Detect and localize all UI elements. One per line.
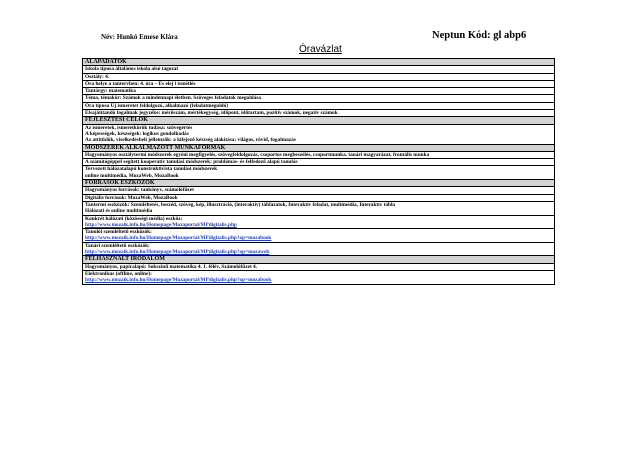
table-cell [83, 151, 555, 158]
table-row [83, 201, 555, 215]
cell-text: Iskola típusa általános iskola alsó tagozat [85, 66, 179, 73]
table-row [83, 88, 555, 95]
section-header-cell [83, 180, 555, 187]
table-row [83, 80, 555, 87]
table-row [83, 159, 555, 166]
neptun-code: Neptun Kód: gl abp6 [432, 30, 527, 41]
page-title: Óravázlat [299, 44, 342, 55]
table-row [83, 95, 555, 102]
table-cell [83, 263, 555, 270]
cell-text: A képességek, készségek: logikus gondolkodás [85, 130, 189, 137]
table-cell [83, 194, 555, 201]
cell-text: Elektronikus (offline, online): [85, 270, 152, 277]
section-header-cell [83, 144, 555, 151]
section-header-row [83, 117, 555, 124]
table-row [83, 66, 555, 73]
table-row [83, 102, 555, 109]
cell-text: Tanári szemléltető eszközök: [85, 242, 150, 249]
resource-link[interactable]: http://www.mozaik.info.hu/Homepage/Mozaportal/MPdigitalis.php?op=mozabook [85, 235, 272, 242]
cell-text: Tantermi eszközök: Szemléltetés, beszéd, szöveg, kép, illusztráció, (interaktív) táblázatok, Interaktív feladat, multimédia, Interaktív tábla [85, 201, 396, 208]
table-row [83, 151, 555, 158]
cell-text: Hálózati és online multimédia [85, 208, 153, 215]
table-cell [83, 187, 555, 194]
cell-text: online multimédia, MozaWeb, MozaBook [85, 172, 179, 179]
resource-link[interactable]: http://www.mozaik.info.hu/Homepage/Mozaportal/MPdigitalis.php?op=mozaweb [85, 249, 270, 256]
table-row [83, 242, 555, 256]
table-row [83, 73, 555, 80]
cell-text: Elsajátítandó fogalmak jegyzéke: mérőszám, mértékegység, időpont, időtartam, pozitív számok, negatív számok [85, 110, 338, 117]
table-cell [83, 159, 555, 166]
table-row [83, 187, 555, 194]
cell-text: Tanulói szemléltető eszközök: [85, 229, 152, 236]
cell-text: FORRÁSOK ESZKÖZÖK [85, 180, 155, 187]
table-row [83, 124, 555, 144]
cell-text: Téma, témakör: Számok a mindennapi életben. Szöveges feladatok megoldása [85, 95, 261, 102]
table-row [83, 194, 555, 201]
cell-text: Osztály: 4. [85, 73, 110, 80]
cell-text: Az ismeretek, ismeretkörök tudása: szövegértés [85, 124, 193, 131]
table-cell [83, 66, 555, 73]
resource-link[interactable]: http://www.mozaik.info.hu/Homepage/Mozaportal/MPdigitalis.php [85, 221, 237, 228]
section-header-cell [83, 59, 555, 66]
section-header-row [83, 144, 555, 151]
table-row [83, 166, 555, 180]
table-cell [83, 88, 555, 95]
table-cell [83, 270, 555, 284]
table-row [83, 263, 555, 270]
table-cell [83, 110, 555, 117]
cell-text: Tervezett hálózatalapú konstruktivista tanulási módszerek [85, 166, 218, 173]
table-cell [83, 229, 555, 243]
section-header-row [83, 59, 555, 66]
cell-text: A számítógéppel segített kooperatív tanulási módszerek: problémás- és felfedező alapú tanulás [85, 159, 298, 166]
cell-text: ALAPADATOK [85, 59, 127, 65]
section-header-cell [83, 256, 555, 263]
section-header-row [83, 180, 555, 187]
table-cell [83, 242, 555, 256]
student-name: Név: Hunkó Emese Klára [101, 33, 178, 41]
cell-text: Konkrét hálózati (közösségi média) eszköz: [85, 215, 183, 222]
cell-text: Az attitűdök, viselkedésbeli jellemzők: a kifejező készség alakítása: világos, rövid, fogalmazás [85, 137, 296, 144]
table-row [83, 215, 555, 229]
section-header-cell [83, 117, 555, 124]
table-cell [83, 73, 555, 80]
cell-text: FEJLESZTÉSI CÉLOK [85, 117, 148, 124]
table-row [83, 110, 555, 117]
table-cell [83, 166, 555, 180]
lesson-plan-table-body [83, 59, 555, 285]
cell-text: Hagyományos források: tankönyv, számolófüzet [85, 187, 194, 194]
section-header-row [83, 256, 555, 263]
table-row [83, 229, 555, 243]
cell-text: Óra helye a tantervben: 4. óra – És elej i ismétlés [85, 80, 196, 87]
cell-text: FELHASZNÁLT IRODALOM [85, 256, 165, 263]
cell-text: MÓDSZEREK ALKALMAZOTT MUNKAFORMÁK [85, 144, 226, 151]
table-row [83, 270, 555, 284]
table-cell [83, 124, 555, 144]
table-cell [83, 215, 555, 229]
resource-link[interactable]: http://www.mozaik.info.hu/Homepage/Mozaportal/MPdigitalis.php?op=mozabook [85, 277, 272, 284]
lesson-plan-table [82, 58, 555, 285]
cell-text: Hagyományos, papíralapú: Sokszínű matematika 4. 1. félév, Számolófüzet 4. [85, 263, 258, 270]
cell-text: Hagyományos osztálytermi módszerek egyéni megfigyelés, szövegfeldolgozás, csoportos megbeszélés, csoportmunka. tanári magyarázat, frontális munka [85, 151, 430, 158]
cell-text: Óra típusa Új ismeretet feldolgozó, alkalmazó (feladatmegoldó) [85, 102, 229, 109]
table-cell [83, 102, 555, 109]
table-cell [83, 80, 555, 87]
table-cell [83, 201, 555, 215]
cell-text: Digitális források: MozaWeb, MozaBook [85, 194, 178, 201]
cell-text: Tantárgy: matematika [85, 88, 136, 95]
table-cell [83, 95, 555, 102]
